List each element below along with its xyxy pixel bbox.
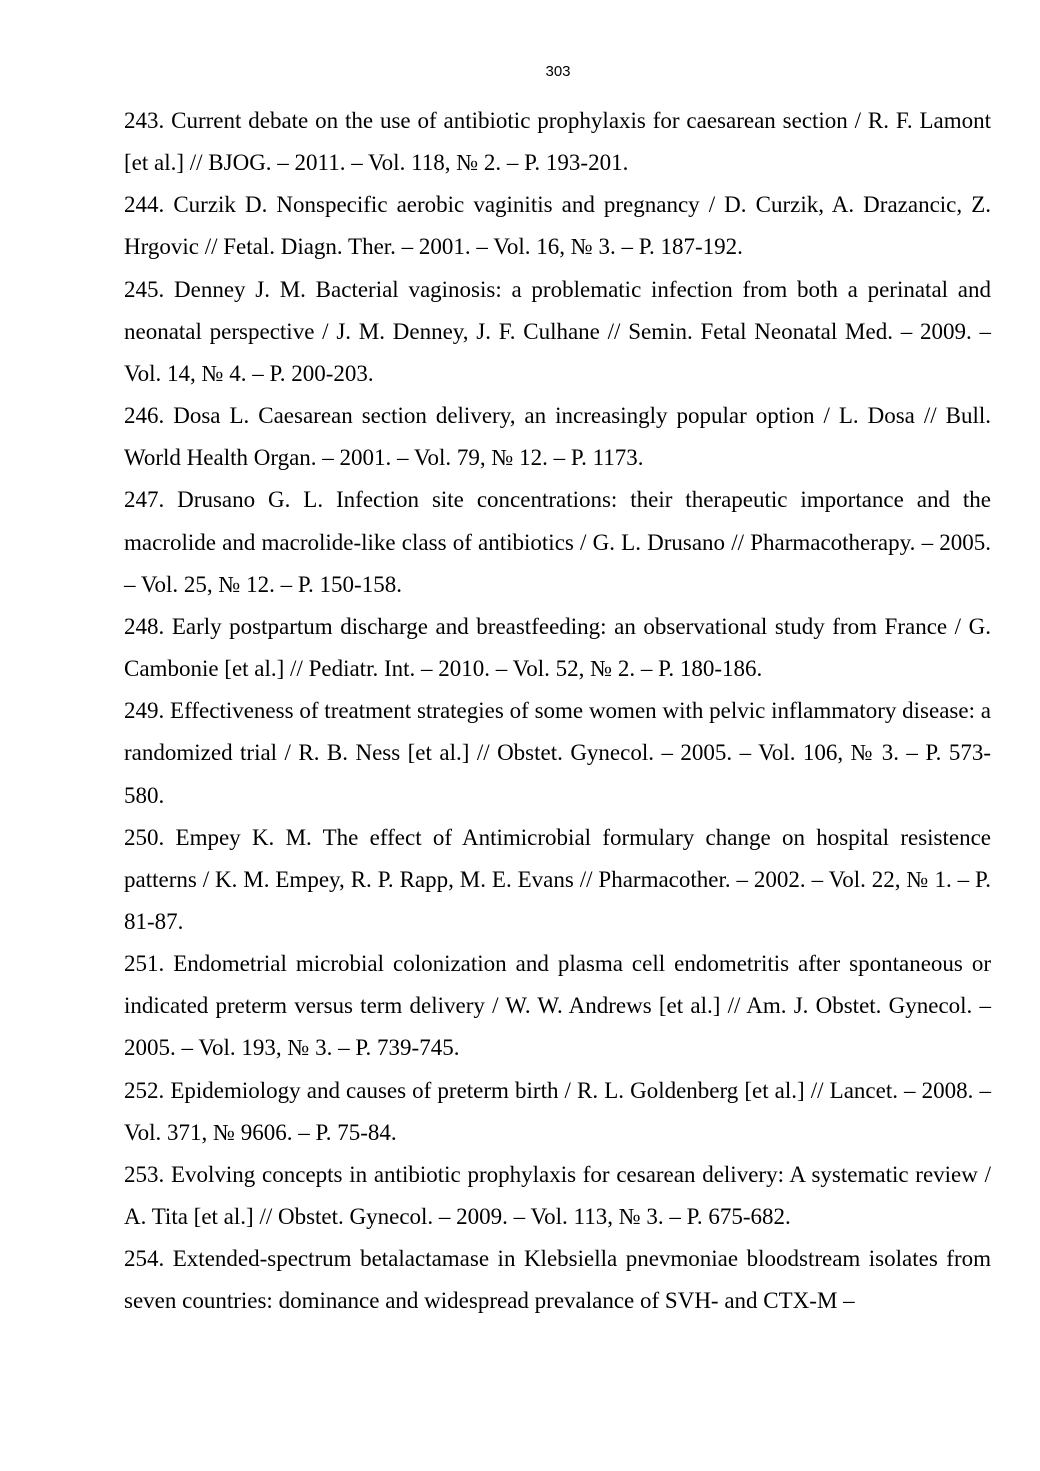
reference-item-250: 250. Empey K. M. The effect of Antimicrobial formulary change on hospital resistence patterns / K. M. Empey, R. P. Rapp, M. E. Evans // Pharmacother. – 2002. – Vol. 22, № 1. – P. 81-87.	[124, 824, 991, 934]
reference-item-243: 243. Current debate on the use of antibiotic prophylaxis for caesarean section / R. F. Lamont [et al.] // BJOG. – 2011. – Vol. 118, № 2. – P. 193-201.	[124, 108, 991, 176]
reference-item-247: 247. Drusano G. L. Infection site concentrations: their therapeutic importance and the macrolide and macrolide-like class of antibiotics / G. L. Drusano // Pharmacotherapy. – 2005. – Vol. 25, № 12. – P. 150-158.	[124, 487, 991, 597]
reference-item-254: 254. Extended-spectrum betalactamase in Klebsiella pnevmoniae bloodstream isolates from seven countries: dominance and widespread prevalance of SVH- and CTX-M –	[124, 1246, 991, 1314]
reference-item-251: 251. Endometrial microbial colonization and plasma cell endometritis after spontaneous or indicated preterm versus term delivery / W. W. Andrews [et al.] // Am. J. Obstet. Gynecol. – 2005. – Vol. 193, № 3. – P. 739-745.	[124, 951, 991, 1061]
reference-list	[124, 100, 991, 1323]
reference-item-245: 245. Denney J. M. Bacterial vaginosis: a problematic infection from both a perinatal and neonatal perspective / J. M. Denney, J. F. Culhane // Semin. Fetal Neonatal Med. – 2009. – Vol. 14, № 4. – P. 200-203.	[124, 276, 991, 386]
reference-item-249: 249. Effectiveness of treatment strategies of some women with pelvic inflammatory disease: a randomized trial / R. B. Ness [et al.] // Obstet. Gynecol. – 2005. – Vol. 106, № 3. – P. 573-580.	[124, 698, 991, 808]
reference-item-248: 248. Early postpartum discharge and breastfeeding: an observational study from France / G. Cambonie [et al.] // Pediatr. Int. – 2010. – Vol. 52, № 2. – P. 180-186.	[124, 613, 991, 682]
reference-item-253: 253. Evolving concepts in antibiotic prophylaxis for cesarean delivery: A systematic review / A. Tita [et al.] // Obstet. Gynecol. – 2009. – Vol. 113, № 3. – P. 675-682.	[124, 1161, 991, 1230]
reference-item-244: 244. Curzik D. Nonspecific aerobic vaginitis and pregnancy / D. Curzik, A. Drazancic, Z. Hrgovic // Fetal. Diagn. Ther. – 2001. – Vol. 16, № 3. – P. 187-192.	[124, 192, 991, 260]
reference-item-246: 246. Dosa L. Caesarean section delivery, an increasingly popular option / L. Dosa // Bull. World Health Organ. – 2001. – Vol. 79, № 12. – P. 1173.	[124, 403, 991, 471]
page-number: 303	[545, 63, 571, 80]
reference-item-252: 252. Epidemiology and causes of preterm birth / R. L. Goldenberg [et al.] // Lancet. – 2008. – Vol. 371, № 9606. – P. 75-84.	[124, 1077, 991, 1145]
